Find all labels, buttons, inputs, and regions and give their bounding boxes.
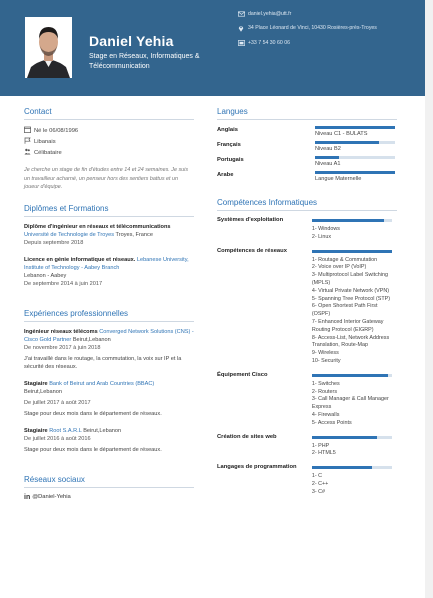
skill-category: Création de sites web [217, 433, 277, 440]
language-level: Niveau C1 - BULATS [315, 131, 368, 137]
experience-dates: De juillet 2017 à août 2017 [24, 399, 91, 406]
skill-level-fill [312, 374, 388, 377]
skill-item: 2- C++ [311, 480, 329, 487]
company-name: Bank of Beirut and Arab Countries (BBAC) [47, 380, 155, 387]
company-name: Root S.A.R.L [47, 427, 82, 434]
linkedin-icon: in [24, 493, 31, 501]
language-level: Niveau B2 [315, 146, 341, 152]
birth-row [24, 126, 194, 137]
skill-level-fill [312, 250, 392, 253]
skill-level-bar [312, 219, 392, 222]
profile-photo [25, 17, 72, 78]
skill-level-fill [312, 436, 378, 439]
phone-text[interactable]: +33 7 54 30 60 06 [248, 40, 290, 46]
skill-item: 3- Multiprotocol Label Switching (MPLS) [311, 272, 388, 286]
skill-item: 1- Switches [311, 380, 340, 387]
email-row[interactable] [238, 11, 408, 20]
skill-items [312, 443, 397, 459]
header-contact-block [238, 11, 408, 54]
email-text[interactable]: daniel.yehia@utt.fr [248, 11, 292, 17]
skill-item: 2- Routers [311, 388, 338, 395]
language-level: Niveau A1 [315, 161, 341, 167]
company-place: Beirut,Lebanon [81, 427, 122, 434]
skill-item: 3- Call Manager & Call Manager Express [311, 396, 389, 411]
skill-item: 9- Wireless [311, 350, 339, 357]
company-name: Converged Network Solutions (CNS) - Cisco Gold Partner [24, 328, 194, 343]
skill-category: Systèmes d'exploitation [217, 217, 284, 223]
address-row [238, 25, 408, 35]
skill-item: 2- HTML5 [311, 450, 336, 457]
skill-category: Équipement Cisco [217, 371, 268, 378]
language-row [217, 156, 397, 167]
skill-row [217, 217, 397, 242]
language-level: Langue Maternelle [315, 176, 362, 182]
contact-section-title: Contact [24, 107, 194, 120]
job-role: Ingénieur réseaux télécoms [24, 328, 98, 335]
language-level-fill [315, 171, 395, 174]
skill-row [217, 434, 397, 459]
skill-row [217, 372, 397, 428]
skill-item: 10- Security [311, 357, 341, 364]
school-name: Université de Technologie de Troyes [24, 231, 115, 238]
degree-title: Licence en génie informatique et réseaux. [24, 256, 136, 263]
skill-items [312, 381, 397, 428]
social-section-title: Réseaux sociaux [24, 475, 194, 488]
phone-icon [238, 40, 248, 49]
location-icon [238, 25, 248, 35]
page-edge [425, 0, 433, 598]
skill-item: 1- PHP [311, 442, 330, 449]
education-section-title: Diplômes et Formations [24, 204, 194, 217]
company-place: Beirut,Lebanon [71, 336, 111, 343]
language-level-fill [315, 156, 339, 159]
flag-icon [24, 137, 34, 148]
birth-date: Né le 06/08/1996 [34, 128, 79, 134]
left-column [24, 107, 194, 501]
users-icon [24, 148, 34, 159]
language-name: Arabe [217, 172, 234, 178]
skill-item: 6- Open Shortest Path First (OSPF) [311, 303, 378, 318]
experience-dates: De novembre 2017 à juin 2018 [24, 344, 101, 351]
phone-row[interactable] [238, 40, 408, 49]
language-level-bar [315, 126, 395, 129]
right-column [217, 107, 397, 503]
skill-item: 8- Access-List, Network Address Translation, Route-Map [311, 334, 390, 349]
education-dates: Depuis septembre 2018 [24, 239, 84, 246]
language-list [217, 126, 397, 182]
skill-item: 5- Spanning Tree Protocol (STP) [311, 295, 391, 302]
skill-item: 1- Windows [311, 226, 341, 232]
skill-item: 5- Access Points [311, 419, 352, 426]
education-entry [24, 256, 194, 288]
skill-level-fill [312, 466, 372, 469]
linkedin-link[interactable] [24, 494, 194, 501]
skill-list [217, 217, 397, 497]
skill-items [312, 257, 397, 366]
education-entry [24, 223, 194, 247]
skill-items [312, 226, 397, 242]
skill-item: 4- Firewalls [311, 411, 340, 418]
experience-entry [24, 380, 194, 418]
skill-row [217, 248, 397, 366]
language-row [217, 171, 397, 182]
degree-title: Diplôme d'ingénieur en réseaux et télécommunications [24, 223, 171, 230]
skills-section-title: Compétences Informatiques [217, 198, 397, 211]
avatar-portrait-icon [25, 17, 72, 78]
language-name: Anglais [217, 127, 238, 133]
experience-section-title: Expériences professionnelles [24, 309, 194, 322]
skill-category: Langages de programmation [217, 464, 297, 471]
skill-items [312, 473, 397, 496]
skill-level-bar [312, 466, 392, 469]
experience-entry [24, 427, 194, 454]
company-place: Beirut,Lebanon [24, 388, 62, 395]
email-icon [238, 11, 248, 20]
skill-level-bar [312, 250, 392, 253]
job-subtitle: Stage en Réseaux, Informatiques & Télécommunication [89, 53, 200, 70]
skill-item: 2- Voice over IP (VoIP) [311, 264, 367, 271]
school-place: Troyes, France [114, 231, 153, 238]
language-level-bar [315, 156, 395, 159]
nationality: Libanais [34, 139, 56, 145]
about-text: Je cherche un stage de fin d'études entre 14 et 24 semaines. Je suis un travailleur acharné, un penseur hors des sentiers battus et un joueur d'équipe. [24, 167, 189, 190]
skill-item: 1- C [311, 473, 323, 480]
skill-row [217, 464, 397, 496]
language-level-bar [315, 141, 395, 144]
school-place: Lebanon - Aabey [24, 272, 67, 279]
language-level-bar [315, 171, 395, 174]
person-name: Daniel Yehia [89, 33, 174, 49]
experience-desc: Stage pour deux mois dans le département de réseaux. [24, 446, 162, 453]
linkedin-handle[interactable]: @Daniel-Yehia [32, 494, 71, 500]
status-row [24, 148, 194, 159]
experience-entry [24, 328, 194, 371]
skill-item: 2- Linux [311, 233, 332, 240]
marital-status: Célibataire [34, 150, 62, 156]
skill-item: 1- Routage & Commutation [311, 256, 378, 263]
skill-item: 4- Virtual Private Network (VPN) [311, 287, 390, 294]
address-text: 34 Place Léonard de Vinci, 10430 Rosières-près-Troyes [248, 25, 377, 31]
language-row [217, 126, 397, 137]
skill-item: 3- C# [311, 488, 326, 495]
language-name: Portugais [217, 157, 244, 163]
school-name: Lebanese University, Institute of Technology - Aabey Branch [24, 256, 189, 271]
language-name: Français [217, 142, 241, 148]
language-level-fill [315, 126, 395, 129]
experience-desc: J'ai travaillé dans le routage, la commutation, la voix sur IP et la sécurité des réseaux. [24, 355, 182, 370]
skill-level-bar [312, 374, 392, 377]
nationality-row [24, 137, 194, 148]
skill-level-fill [312, 219, 384, 222]
education-dates: De septembre 2014 à juin 2017 [24, 280, 103, 287]
header-banner [0, 0, 425, 96]
job-role: Stagiaire [24, 427, 48, 434]
language-level-fill [315, 141, 379, 144]
experience-dates: De juillet 2016 à août 2016 [24, 435, 91, 442]
calendar-icon [24, 126, 34, 137]
job-role: Stagiaire [24, 380, 48, 387]
skill-category: Compétences de réseaux [217, 247, 287, 254]
languages-section-title: Langues [217, 107, 397, 120]
skill-item: 7- Enhanced Interior Gateway Routing Protocol (EIGRP) [311, 318, 384, 333]
skill-level-bar [312, 436, 392, 439]
language-row [217, 141, 397, 152]
experience-desc: Stage pour deux mois dans le département de réseaux. [24, 410, 162, 417]
